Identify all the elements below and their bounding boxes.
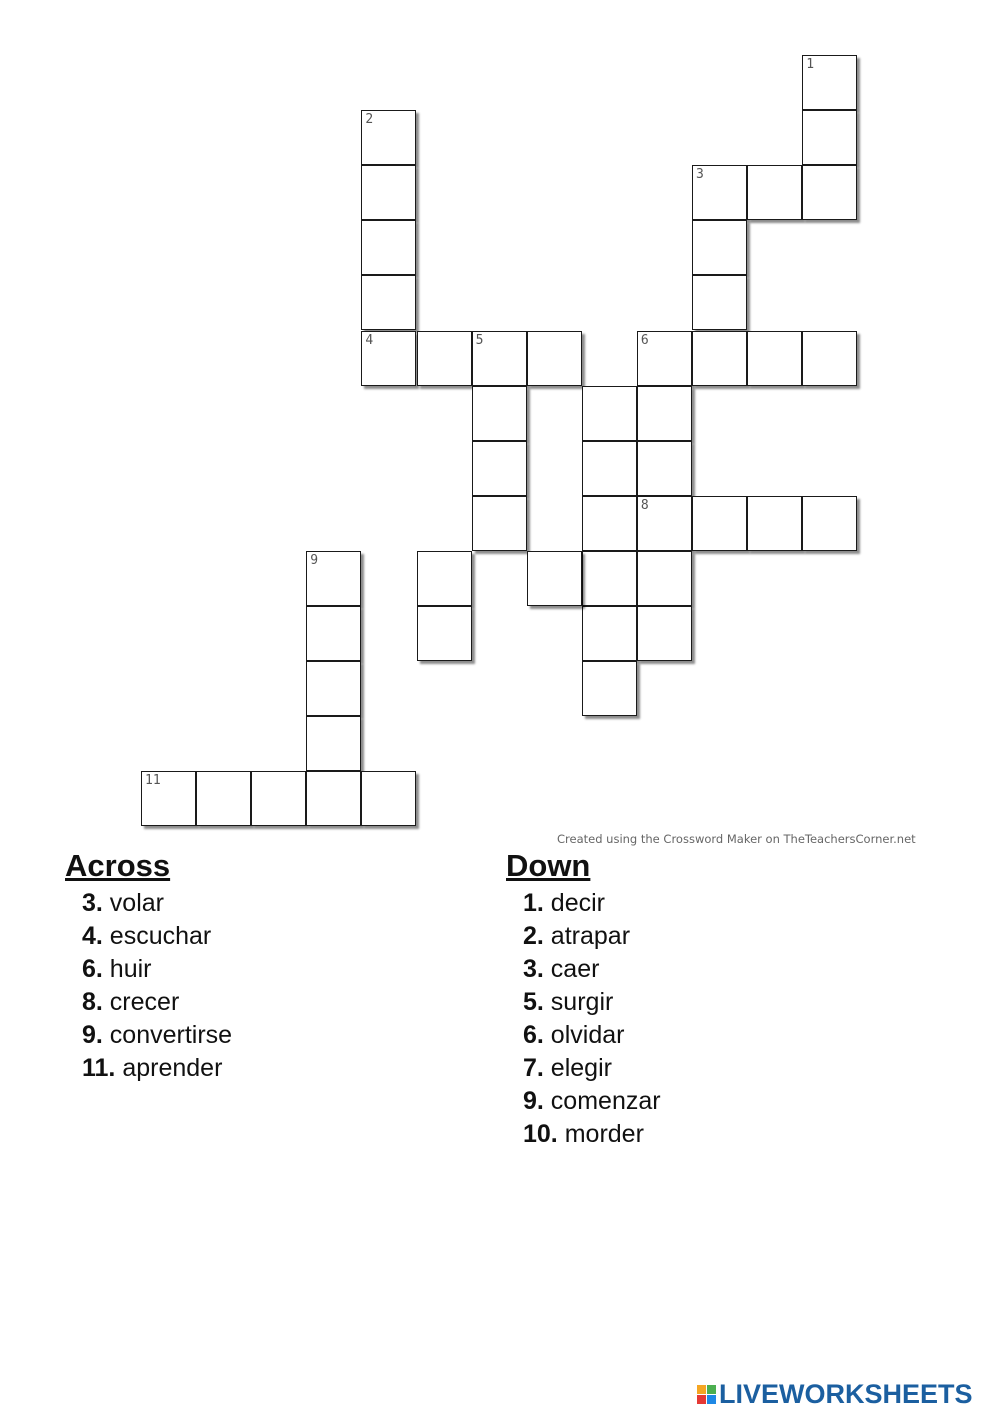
clue-number: 6 xyxy=(640,332,649,348)
grid-cell[interactable] xyxy=(582,661,637,716)
grid-cell[interactable] xyxy=(582,441,637,496)
grid-cell[interactable] xyxy=(251,771,306,826)
grid-cell[interactable] xyxy=(472,386,527,441)
grid-cell[interactable] xyxy=(802,110,857,165)
clue-text: elegir xyxy=(543,1054,612,1082)
clue-num: 11. xyxy=(82,1054,116,1082)
grid-cell[interactable] xyxy=(637,606,692,661)
grid-cell[interactable] xyxy=(141,771,196,826)
grid-cell[interactable] xyxy=(747,496,802,551)
grid-cell[interactable] xyxy=(802,331,857,386)
across-clue xyxy=(82,1019,232,1052)
grid-cell[interactable] xyxy=(361,771,416,826)
clue-num: 3. xyxy=(523,955,544,983)
across-clue xyxy=(82,887,232,920)
grid-cell[interactable] xyxy=(692,496,747,551)
clue-num: 8. xyxy=(82,988,103,1016)
grid-cell[interactable] xyxy=(306,716,361,771)
clue-num: 7. xyxy=(523,1054,544,1082)
clue-num: 1. xyxy=(523,889,544,917)
grid-cell[interactable] xyxy=(527,331,582,386)
clue-number: 1 xyxy=(806,57,815,72)
across-heading: Across xyxy=(65,848,171,883)
clue-num: 5. xyxy=(523,988,544,1016)
logo-text: LIVEWORKSHEETS xyxy=(719,1378,973,1409)
grid-cell[interactable] xyxy=(692,275,747,330)
down-clue xyxy=(523,1118,661,1151)
grid-cell[interactable] xyxy=(196,771,251,826)
down-heading: Down xyxy=(506,848,591,883)
clue-number: 9 xyxy=(310,552,319,568)
grid-cell[interactable] xyxy=(692,220,747,275)
grid-cell[interactable] xyxy=(692,165,747,220)
grid-cell[interactable] xyxy=(527,551,582,606)
down-clue xyxy=(523,1052,661,1085)
liveworksheets-logo xyxy=(697,1378,973,1410)
clue-num: 3. xyxy=(82,889,103,917)
grid-cell[interactable] xyxy=(747,165,802,220)
clue-num: 4. xyxy=(82,922,103,950)
logo-block xyxy=(697,1385,706,1394)
clue-num: 10. xyxy=(523,1120,558,1148)
grid-cell[interactable] xyxy=(582,386,637,441)
down-clue xyxy=(523,1019,661,1052)
grid-cell[interactable] xyxy=(417,606,472,661)
grid-cell[interactable] xyxy=(361,275,416,330)
grid-cell[interactable] xyxy=(361,110,416,165)
logo-block xyxy=(707,1395,716,1404)
grid-cell[interactable] xyxy=(637,441,692,496)
grid-cell[interactable] xyxy=(582,496,637,551)
grid-cell[interactable] xyxy=(361,165,416,220)
across-clue xyxy=(82,953,232,986)
clue-number: 11 xyxy=(145,773,161,789)
grid-cell[interactable] xyxy=(692,331,747,386)
down-clue xyxy=(523,953,661,986)
logo-block xyxy=(697,1395,706,1404)
grid-cell[interactable] xyxy=(747,331,802,386)
across-clues xyxy=(65,848,232,1085)
grid-cell[interactable] xyxy=(472,441,527,496)
clue-num: 6. xyxy=(523,1021,544,1049)
grid-cell[interactable] xyxy=(361,220,416,275)
clue-num: 2. xyxy=(523,922,544,950)
clue-text: atrapar xyxy=(543,922,631,950)
grid-cell[interactable] xyxy=(306,551,361,606)
clue-text: comenzar xyxy=(543,1087,661,1115)
logo-block xyxy=(707,1385,716,1394)
clue-text: surgir xyxy=(543,988,614,1016)
clue-text: aprender xyxy=(115,1054,223,1082)
clue-num: 6. xyxy=(82,955,103,983)
grid-cell[interactable] xyxy=(472,496,527,551)
clue-text: convertirse xyxy=(102,1021,233,1049)
logo-blocks-icon xyxy=(697,1385,716,1404)
across-clue xyxy=(82,986,232,1019)
down-clues xyxy=(506,848,661,1151)
clue-text: olvidar xyxy=(543,1021,625,1049)
grid-cell[interactable] xyxy=(637,496,692,551)
credit-text: Created using the Crossword Maker on TheTeachersCorner.net xyxy=(557,832,916,846)
clue-number: 2 xyxy=(365,112,374,128)
grid-cell[interactable] xyxy=(637,386,692,441)
grid-cell[interactable] xyxy=(306,661,361,716)
grid-cell[interactable] xyxy=(637,331,692,386)
down-clue xyxy=(523,1085,661,1118)
grid-cell[interactable] xyxy=(582,606,637,661)
grid-cell[interactable] xyxy=(802,165,857,220)
clue-number: 8 xyxy=(640,497,649,513)
grid-cell[interactable] xyxy=(417,331,472,386)
clue-number: 4 xyxy=(365,332,374,348)
grid-cell[interactable] xyxy=(802,496,857,551)
clue-number: 3 xyxy=(696,167,704,183)
clue-text: morder xyxy=(557,1120,644,1148)
grid-cell[interactable] xyxy=(306,771,361,826)
grid-cell[interactable] xyxy=(306,606,361,661)
down-clue-list xyxy=(506,887,661,1151)
grid-cell[interactable] xyxy=(582,551,637,606)
clue-text: volar xyxy=(102,889,164,917)
grid-cell[interactable] xyxy=(802,55,857,110)
down-clue xyxy=(523,920,661,953)
clue-num: 9. xyxy=(82,1021,103,1049)
across-clue xyxy=(82,1052,232,1085)
clue-text: decir xyxy=(543,889,605,917)
grid-cell[interactable] xyxy=(637,551,692,606)
across-clue xyxy=(82,920,232,953)
down-clue xyxy=(523,887,661,920)
clue-text: escuchar xyxy=(102,922,212,950)
across-clue-list xyxy=(65,887,232,1085)
grid-cell[interactable] xyxy=(361,331,416,386)
down-clue xyxy=(523,986,661,1019)
clue-num: 9. xyxy=(523,1087,544,1115)
clue-text: huir xyxy=(102,955,152,983)
grid-cell[interactable] xyxy=(472,331,527,386)
grid-cell[interactable] xyxy=(417,551,472,606)
clue-number: 5 xyxy=(475,332,484,348)
clue-text: crecer xyxy=(102,988,180,1016)
clue-text: caer xyxy=(543,955,600,983)
